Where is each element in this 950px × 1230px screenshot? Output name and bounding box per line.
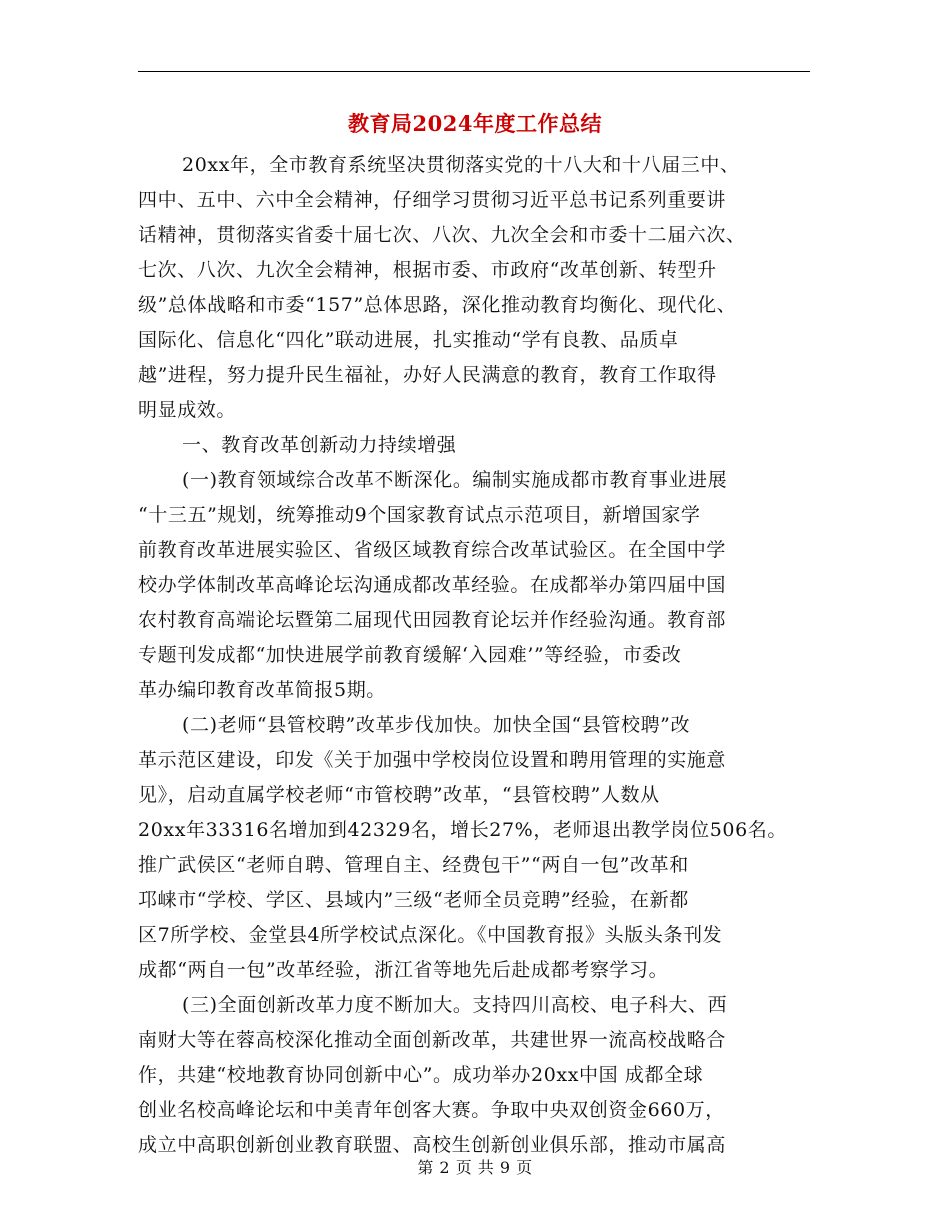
text-line: 成都“两自一包”改革经验，浙江省等地先后赴成都考察学习。 (138, 959, 669, 981)
text-line: 区7所学校、金堂县4所学校试点深化。《中国教育报》头版头条刊发 (138, 924, 723, 946)
text-line: (二)老师“县管校聘”改革步伐加快。加快全国“县管校聘”改 (182, 714, 691, 736)
page-number: 第 2 页 共 9 页 (417, 1158, 533, 1177)
header-rule (138, 71, 810, 72)
text-line: 话精神，贯彻落实省委十届七次、八次、九次全会和市委十二届六次、 (138, 224, 746, 246)
text-line: (三)全面创新改革力度不断加大。支持四川高校、电子科大、西 (182, 994, 728, 1016)
document-title: 教育局2024年度工作总结 (348, 111, 602, 136)
text-line: 见》，启动直属学校老师“市管校聘”改革，“县管校聘”人数从 (138, 784, 660, 806)
text-line: 国际化、信息化“四化”联动进展，扎实推动“学有良教、品质卓 (138, 329, 679, 351)
text-line: “十三五”规划，统筹推动9个国家教育试点示范项目，新增国家学 (138, 504, 701, 526)
document-body (138, 148, 810, 1163)
text-line: 明显成效。 (138, 399, 237, 421)
text-line: 越”进程，努力提升民生福祉，办好人民满意的教育，教育工作取得 (138, 364, 717, 386)
text-line: 专题刊发成都“加快进展学前教育缓解‘入园难’”等经验，市委改 (138, 644, 682, 666)
text-line: 农村教育高端论坛暨第二届现代田园教育论坛并作经验沟通。教育部 (138, 609, 727, 631)
text-line: 20xx年33316名增加到42329名，增长27%，老师退出教学岗位506名。 (138, 819, 787, 841)
text-line: 南财大等在蓉高校深化推动全面创新改革，共建世界一流高校战略合 (138, 1029, 727, 1051)
text-line: 革示范区建设，印发《关于加强中学校岗位设置和聘用管理的实施意 (138, 749, 727, 771)
text-line: 创业名校高峰论坛和中美青年创客大赛。争取中央双创资金660万， (138, 1099, 725, 1121)
text-line: 校办学体制改革高峰论坛沟通成都改革经验。在成都举办第四届中国 (138, 574, 727, 596)
text-line: 邛崃市“学校、学区、县域内”三级“老师全员竞聘”经验，在新都 (138, 889, 689, 911)
text-line: 七次、八次、九次全会精神，根据市委、市政府“改革创新、转型升 (138, 259, 717, 281)
text-line: 级”总体战略和市委“157”总体思路，深化推动教育均衡化、现代化、 (138, 294, 737, 316)
section-heading: 一、教育改革创新动力持续增强 (182, 434, 457, 456)
text-line: 革办编印教育改革简报5期。 (138, 679, 386, 701)
text-line: 四中、五中、六中全会精神，仔细学习贯彻习近平总书记系列重要讲 (138, 189, 727, 211)
text-line: 20xx年，全市教育系统坚决贯彻落实党的十八大和十八届三中、 (182, 154, 740, 176)
text-line: 推广武侯区“老师自聘、管理自主、经费包干”“两自一包”改革和 (138, 854, 689, 876)
text-line: 成立中高职创新创业教育联盟、高校生创新创业俱乐部，推动市属高 (138, 1134, 727, 1156)
text-line: 前教育改革进展实验区、省级区域教育综合改革试验区。在全国中学 (138, 539, 727, 561)
text-line: 作，共建“校地教育协同创新中心”。成功举办20xx中国 成都全球 (138, 1064, 704, 1086)
text-line: (一)教育领域综合改革不断深化。编制实施成都市教育事业进展 (182, 469, 728, 491)
